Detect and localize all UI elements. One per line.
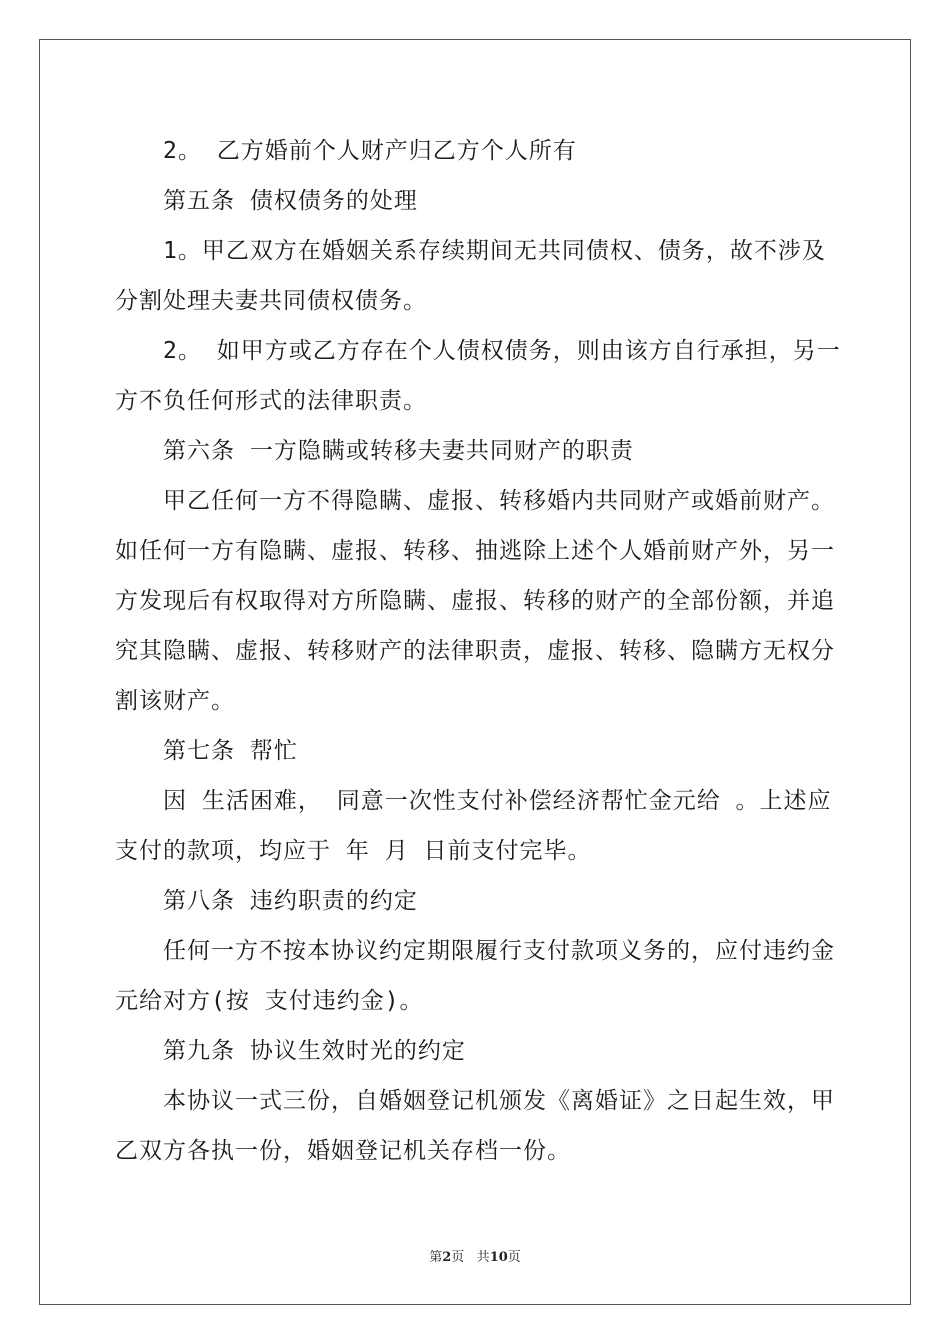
paragraph-line: 支付的款项，均应于 年 月 日前支付完毕。 (115, 838, 592, 864)
paragraph-line: 2。 乙方婚前个人财产归乙方个人所有 (163, 138, 577, 164)
paragraph-line: 究其隐瞒、虚报、转移财产的法律职责，虚报、转移、隐瞒方无权分 (115, 638, 835, 664)
paragraph-line: 1。甲乙双方在婚姻关系存续期间无共同债权、债务，故不涉及 (163, 238, 826, 264)
section-heading: 第五条 债权债务的处理 (163, 188, 418, 214)
paragraph-line: 元给对方(按 支付违约金)。 (115, 988, 424, 1014)
footer-prefix: 第 (429, 1250, 443, 1265)
paragraph-line: 因 生活困难， 同意一次性支付补偿经济帮忙金元给 。上述应 (163, 788, 832, 814)
page-footer (0, 1246, 950, 1265)
footer-total-suffix: 页 (507, 1250, 521, 1265)
paragraph-line: 方发现后有权取得对方所隐瞒、虚报、转移的财产的全部份额，并追 (115, 588, 835, 614)
paragraph-line: 甲乙任何一方不得隐瞒、虚报、转移婚内共同财产或婚前财产。 (163, 488, 835, 514)
paragraph-line: 方不负任何形式的法律职责。 (115, 388, 427, 414)
paragraph-line: 割该财产。 (115, 688, 235, 714)
paragraph-line: 如任何一方有隐瞒、虚报、转移、抽逃除上述个人婚前财产外，另一 (115, 538, 835, 564)
section-heading: 第九条 协议生效时光的约定 (163, 1038, 466, 1064)
paragraph-line: 本协议一式三份，自婚姻登记机颁发《离婚证》之日起生效，甲 (163, 1088, 835, 1114)
section-heading: 第八条 违约职责的约定 (163, 888, 418, 914)
document-body (115, 126, 841, 1176)
section-heading: 第六条 一方隐瞒或转移夫妻共同财产的职责 (163, 438, 634, 464)
section-heading: 第七条 帮忙 (163, 738, 298, 764)
paragraph-line: 2。 如甲方或乙方存在个人债权债务，则由该方自行承担，另一 (163, 338, 841, 364)
footer-page-suffix: 页 (451, 1250, 465, 1265)
page-number: 2 (442, 1250, 452, 1265)
paragraph-line: 任何一方不按本协议约定期限履行支付款项义务的，应付违约金 (163, 938, 835, 964)
total-pages: 10 (489, 1250, 508, 1265)
footer-total-prefix: 共 (476, 1250, 490, 1265)
paragraph-line: 分割处理夫妻共同债权债务。 (115, 288, 427, 314)
paragraph-line: 乙双方各执一份，婚姻登记机关存档一份。 (115, 1138, 571, 1164)
